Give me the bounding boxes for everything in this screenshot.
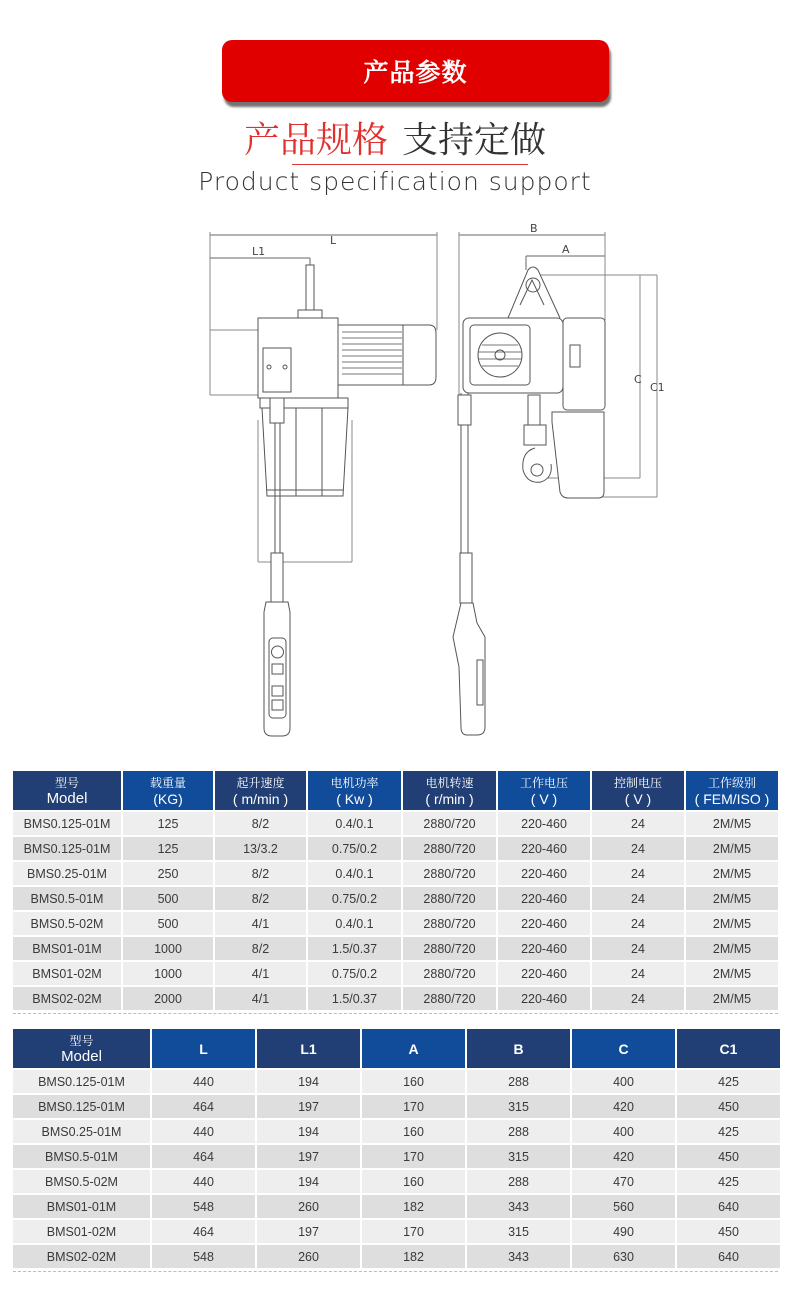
- table-row: [13, 910, 778, 935]
- table-cell: 160: [362, 1168, 465, 1193]
- cell-model: BMS0.125-01M: [13, 1068, 150, 1093]
- table-cell: 194: [257, 1068, 360, 1093]
- table-divider: [13, 1013, 778, 1014]
- table-cell: 2M/M5: [686, 810, 778, 835]
- table-cell: 315: [467, 1093, 570, 1118]
- table-cell: 2880/720: [403, 835, 496, 860]
- table-cell: 400: [572, 1068, 675, 1093]
- table-cell: 440: [152, 1168, 255, 1193]
- table-cell: 8/2: [215, 885, 306, 910]
- label-L1: L1: [252, 245, 266, 258]
- table-cell: 160: [362, 1068, 465, 1093]
- cell-model: BMS0.25-01M: [13, 860, 121, 885]
- table-cell: 464: [152, 1093, 255, 1118]
- label-B: B: [530, 222, 538, 235]
- table-cell: 182: [362, 1193, 465, 1218]
- label-A: A: [562, 243, 570, 256]
- table-cell: 288: [467, 1068, 570, 1093]
- table-cell: 464: [152, 1218, 255, 1243]
- header-C: C: [572, 1029, 675, 1068]
- header-model: 型号 Model: [13, 1029, 150, 1068]
- table-cell: 260: [257, 1243, 360, 1268]
- table-cell: 194: [257, 1168, 360, 1193]
- dimension-L: [210, 232, 437, 330]
- table-cell: 1.5/0.37: [308, 985, 401, 1010]
- table-cell: 288: [467, 1168, 570, 1193]
- pendant-front: [264, 553, 290, 736]
- banner-title: 产品参数: [363, 58, 468, 87]
- table-cell: 24: [592, 910, 684, 935]
- cell-model: BMS01-01M: [13, 1193, 150, 1218]
- table-cell: 24: [592, 935, 684, 960]
- table-cell: 2M/M5: [686, 835, 778, 860]
- cell-model: BMS01-01M: [13, 935, 121, 960]
- table-cell: 548: [152, 1243, 255, 1268]
- table-cell: 425: [677, 1168, 780, 1193]
- table-cell: 0.4/0.1: [308, 910, 401, 935]
- header-L: L: [152, 1029, 255, 1068]
- table-cell: 490: [572, 1218, 675, 1243]
- table-cell: 24: [592, 885, 684, 910]
- table-cell: 315: [467, 1143, 570, 1168]
- table-cell: 220-460: [498, 985, 590, 1010]
- table-cell: 220-460: [498, 960, 590, 985]
- table-cell: 2M/M5: [686, 960, 778, 985]
- section-banner: [222, 40, 609, 102]
- table-cell: 400: [572, 1118, 675, 1143]
- table-cell: 420: [572, 1093, 675, 1118]
- table-cell: 24: [592, 810, 684, 835]
- table-cell: 630: [572, 1243, 675, 1268]
- label-C: C: [634, 373, 642, 386]
- table-cell: 250: [123, 860, 213, 885]
- table-cell: 13/3.2: [215, 835, 306, 860]
- table-row: [13, 1168, 780, 1193]
- table-cell: 170: [362, 1143, 465, 1168]
- table-cell: 2M/M5: [686, 885, 778, 910]
- table-row: [13, 985, 778, 1010]
- table-row: [13, 1218, 780, 1243]
- table-cell: 450: [677, 1093, 780, 1118]
- header-L1: L1: [257, 1029, 360, 1068]
- table-cell: 0.75/0.2: [308, 960, 401, 985]
- table-cell: 4/1: [215, 985, 306, 1010]
- header-working-voltage: 工作电压 ( V ): [498, 771, 590, 810]
- table-row: [13, 935, 778, 960]
- table-cell: 500: [123, 885, 213, 910]
- header-lift-speed: 起升速度 ( m/min ): [215, 771, 306, 810]
- table-cell: 500: [123, 910, 213, 935]
- cell-model: BMS0.125-01M: [13, 810, 121, 835]
- header-model: 型号 Model: [13, 771, 121, 810]
- table-row: [13, 1193, 780, 1218]
- table-cell: 260: [257, 1193, 360, 1218]
- table-cell: 0.75/0.2: [308, 835, 401, 860]
- cell-model: BMS0.5-01M: [13, 1143, 150, 1168]
- table-row: [13, 1093, 780, 1118]
- label-L: L: [330, 234, 337, 247]
- table-cell: 197: [257, 1218, 360, 1243]
- table-cell: 170: [362, 1218, 465, 1243]
- cell-model: BMS0.125-01M: [13, 835, 121, 860]
- cell-model: BMS02-02M: [13, 1243, 150, 1268]
- table-cell: 2M/M5: [686, 985, 778, 1010]
- table-cell: 8/2: [215, 860, 306, 885]
- cell-model: BMS0.5-01M: [13, 885, 121, 910]
- cell-model: BMS02-02M: [13, 985, 121, 1010]
- table-row: [13, 1118, 780, 1143]
- table-cell: 1000: [123, 960, 213, 985]
- table-cell: 1000: [123, 935, 213, 960]
- table-row: [13, 835, 778, 860]
- table-cell: 24: [592, 835, 684, 860]
- table-cell: 4/1: [215, 960, 306, 985]
- table-cell: 197: [257, 1143, 360, 1168]
- table-divider: [13, 1271, 778, 1272]
- header-motor-power: 电机功率 ( Kw ): [308, 771, 401, 810]
- cell-model: BMS0.5-02M: [13, 1168, 150, 1193]
- table-cell: 440: [152, 1118, 255, 1143]
- cell-model: BMS0.5-02M: [13, 910, 121, 935]
- table-cell: 640: [677, 1243, 780, 1268]
- cell-model: BMS01-02M: [13, 960, 121, 985]
- table-cell: 0.75/0.2: [308, 885, 401, 910]
- table-cell: 420: [572, 1143, 675, 1168]
- table-cell: 450: [677, 1143, 780, 1168]
- table-row: [13, 1243, 780, 1268]
- hoist-front-view: [458, 267, 605, 600]
- hoist-technical-drawing: [195, 215, 675, 750]
- header-duty-class: 工作级别 ( FEM/ISO ): [686, 771, 778, 810]
- table-cell: 425: [677, 1068, 780, 1093]
- table-cell: 2000: [123, 985, 213, 1010]
- dimension-L1: [210, 258, 310, 268]
- table-cell: 464: [152, 1143, 255, 1168]
- table-cell: 2880/720: [403, 960, 496, 985]
- dimensions-table: [11, 1029, 782, 1268]
- cell-model: BMS01-02M: [13, 1218, 150, 1243]
- table-cell: 24: [592, 860, 684, 885]
- table-cell: 1.5/0.37: [308, 935, 401, 960]
- table-cell: 288: [467, 1118, 570, 1143]
- cell-model: BMS0.125-01M: [13, 1093, 150, 1118]
- table-cell: 640: [677, 1193, 780, 1218]
- table-cell: 2880/720: [403, 860, 496, 885]
- dimension-A: [526, 256, 605, 270]
- table-cell: 194: [257, 1118, 360, 1143]
- table-cell: 24: [592, 985, 684, 1010]
- header-A: A: [362, 1029, 465, 1068]
- table-cell: 2M/M5: [686, 910, 778, 935]
- table-cell: 315: [467, 1218, 570, 1243]
- table-cell: 125: [123, 810, 213, 835]
- table-cell: 0.4/0.1: [308, 860, 401, 885]
- subtitle-en: Product specification support: [198, 167, 592, 196]
- pendant-side: [453, 553, 485, 735]
- table-cell: 450: [677, 1218, 780, 1243]
- header-load: 载重量 (KG): [123, 771, 213, 810]
- table-row: [13, 885, 778, 910]
- table-cell: 125: [123, 835, 213, 860]
- table-cell: 170: [362, 1093, 465, 1118]
- header-motor-speed: 电机转速 ( r/min ): [403, 771, 496, 810]
- table-cell: 2M/M5: [686, 860, 778, 885]
- subtitle-underline: [292, 164, 528, 165]
- table-cell: 4/1: [215, 910, 306, 935]
- table-cell: 2880/720: [403, 935, 496, 960]
- table-row: [13, 860, 778, 885]
- table-cell: 2880/720: [403, 885, 496, 910]
- label-C1: C1: [650, 381, 665, 394]
- cell-model: BMS0.25-01M: [13, 1118, 150, 1143]
- table-cell: 220-460: [498, 835, 590, 860]
- dimensions-header-row: [13, 1029, 780, 1068]
- table-cell: 343: [467, 1243, 570, 1268]
- table-cell: 24: [592, 960, 684, 985]
- table-cell: 220-460: [498, 810, 590, 835]
- table-cell: 8/2: [215, 810, 306, 835]
- table-cell: 425: [677, 1118, 780, 1143]
- table-cell: 8/2: [215, 935, 306, 960]
- table-cell: 197: [257, 1093, 360, 1118]
- table-row: [13, 960, 778, 985]
- table-cell: 220-460: [498, 910, 590, 935]
- table-cell: 2880/720: [403, 810, 496, 835]
- table-cell: 182: [362, 1243, 465, 1268]
- table-cell: 220-460: [498, 885, 590, 910]
- table-cell: 220-460: [498, 860, 590, 885]
- table-row: [13, 1068, 780, 1093]
- table-cell: 440: [152, 1068, 255, 1093]
- table-cell: 160: [362, 1118, 465, 1143]
- table-cell: 2M/M5: [686, 935, 778, 960]
- table-cell: 0.4/0.1: [308, 810, 401, 835]
- parameters-header-row: [13, 771, 778, 810]
- subtitle-cn: [0, 118, 790, 164]
- table-cell: 2880/720: [403, 910, 496, 935]
- hoist-side-view: [258, 265, 436, 565]
- table-row: [13, 1143, 780, 1168]
- table-cell: 548: [152, 1193, 255, 1218]
- header-C1: C1: [677, 1029, 780, 1068]
- header-control-voltage: 控制电压 ( V ): [592, 771, 684, 810]
- table-cell: 220-460: [498, 935, 590, 960]
- table-cell: 560: [572, 1193, 675, 1218]
- parameters-table: [11, 771, 780, 1010]
- header-B: B: [467, 1029, 570, 1068]
- subtitle-cn-dark: 支持定做: [402, 120, 547, 161]
- table-cell: 470: [572, 1168, 675, 1193]
- table-row: [13, 810, 778, 835]
- table-cell: 343: [467, 1193, 570, 1218]
- table-cell: 2880/720: [403, 985, 496, 1010]
- subtitle-cn-red: 产品规格: [243, 120, 388, 161]
